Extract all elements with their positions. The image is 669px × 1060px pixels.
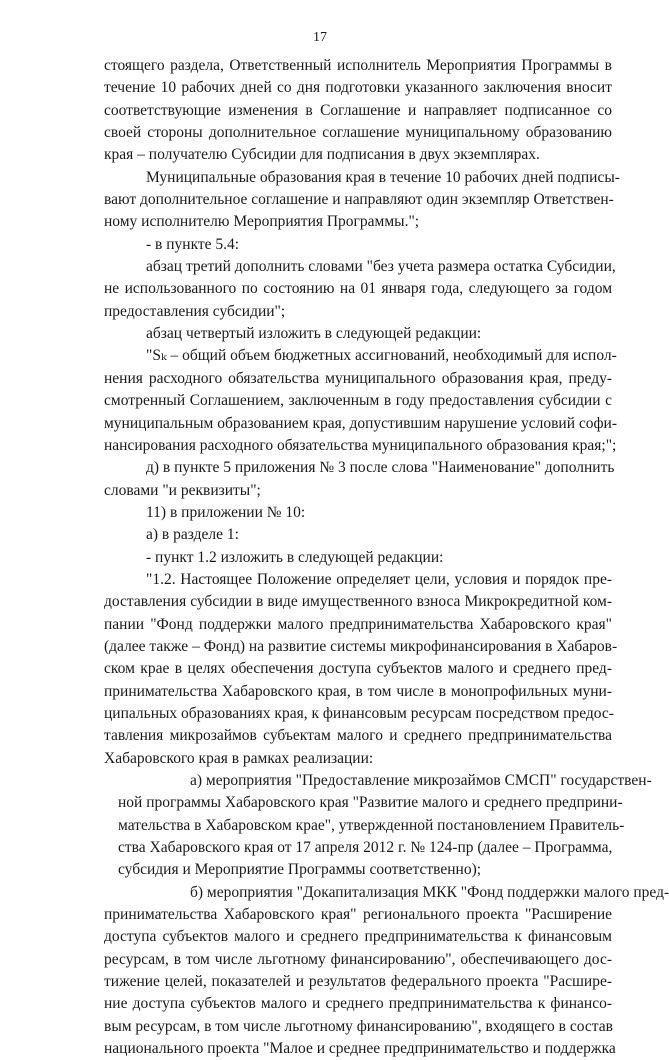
text-line: "1.2. Настоящее Положение определяет цели, условия и порядок пре- <box>146 570 612 588</box>
text-line: принимательства Хабаровского края" регионального проекта "Расширение <box>104 906 612 924</box>
text-line: принимательства Хабаровского края, в том числе в монопрофильных муни- <box>104 682 612 700</box>
text-line: нансирования расходного обязательства муниципального образования края;"; <box>104 436 617 454</box>
text-line: национального проекта "Малое и среднее предпринимательство и поддержка <box>104 1040 616 1058</box>
text-line: Муниципальные образования края в течение 10 рабочих дней подписы- <box>146 168 620 186</box>
text-line: пании "Фонд поддержки малого предпринимательства Хабаровского края" <box>104 615 612 633</box>
text-line: тижение целей, показателей и результатов федерального проекта "Расшире- <box>104 973 612 991</box>
text-line: доставления субсидии в виде имущественного взноса Микрокредитной ком- <box>104 593 612 611</box>
text-line: субсидия и Мероприятие Программы соответственно); <box>118 861 482 879</box>
page-number: 17 <box>313 30 327 45</box>
text-line: вают дополнительное соглашение и направляют один экземпляр Ответствен- <box>104 191 614 209</box>
text-line: тавления микрозаймов субъектам малого и среднего предпринимательства <box>104 727 612 745</box>
text-line: ние доступа субъектов малого и среднего предпринимательства к финансо- <box>104 995 612 1013</box>
text-line: нения расходного обязательства муниципального образования края, преду- <box>104 369 612 387</box>
text-line: а) мероприятия "Предоставление микрозаймов СМСП" государствен- <box>190 772 652 789</box>
text-line: ресурсам, в том числе льготному финансированию", обеспечивающего дос- <box>104 950 612 968</box>
text-line: а) в разделе 1: <box>146 526 239 544</box>
text-line: течение 10 рабочих дней со дня подготовки указанного заключения вносит <box>104 79 612 97</box>
text-line: смотренный Соглашением, заключенным в году предоставления субсидии с <box>104 392 612 410</box>
text-line: стоящего раздела, Ответственный исполнитель Мероприятия Программы в <box>104 57 612 74</box>
text-line: соответствующие изменения в Соглашение и направляет подписанное со <box>104 101 612 119</box>
text-line: вым ресурсам, в том числе льготному финансированию", входящего в состав <box>104 1017 613 1035</box>
text-line: ной программы Хабаровского края "Развитие малого и среднего предприни- <box>118 794 623 812</box>
text-line: не использованного по состоянию на 01 января года, следующего за годом <box>104 280 612 298</box>
text-line: словами "и реквизиты"; <box>104 481 261 499</box>
document-body <box>104 55 669 1060</box>
text-line: края – получателю Субсидии для подписания в двух экземплярах. <box>104 146 540 164</box>
text-line: абзац третий дополнить словами "без учета размера остатка Субсидии, <box>146 258 616 276</box>
text-line: доступа субъектов малого и среднего предпринимательства к финансовым <box>104 928 612 946</box>
text-line: 11) в приложении № 10: <box>146 503 306 521</box>
text-line: предоставления субсидии"; <box>104 302 286 320</box>
text-line: - в пункте 5.4: <box>146 235 240 253</box>
text-line: своей стороны дополнительное соглашение муниципальному образованию <box>104 124 612 142</box>
text-line: д) в пункте 5 приложения № 3 после слова "Наименование" дополнить <box>146 459 615 477</box>
text-line: ципальных образованиях края, к финансовым ресурсам посредством предос- <box>104 704 614 722</box>
text-line: Хабаровского края в рамках реализации: <box>104 749 374 767</box>
text-line: ному исполнителю Мероприятия Программы."; <box>104 213 420 231</box>
text-line: б) мероприятия "Докапитализация МКК "Фонд поддержки малого пред- <box>190 883 669 901</box>
text-line: (далее также – Фонд) на развитие системы микрофинансирования в Хабаров- <box>104 637 618 655</box>
text-line: абзац четвертый изложить в следующей редакции: <box>146 325 482 343</box>
text-line: ства Хабаровского края от 17 апреля 2012 г. № 124-пр (далее – Программа, <box>118 839 613 857</box>
text-line: - пункт 1.2 изложить в следующей редакции: <box>146 548 444 566</box>
text-line: мательства в Хабаровском крае", утвержденной постановлением Правитель- <box>118 816 625 834</box>
text-line: муниципальным образованием края, допустившим нарушение условий софи- <box>104 414 617 432</box>
text-line: ском крае в целях обеспечения доступа субъектов малого и среднего пред- <box>104 660 612 678</box>
text-line: "Sₖ – общий объем бюджетных ассигнований, необходимый для испол- <box>146 347 617 365</box>
